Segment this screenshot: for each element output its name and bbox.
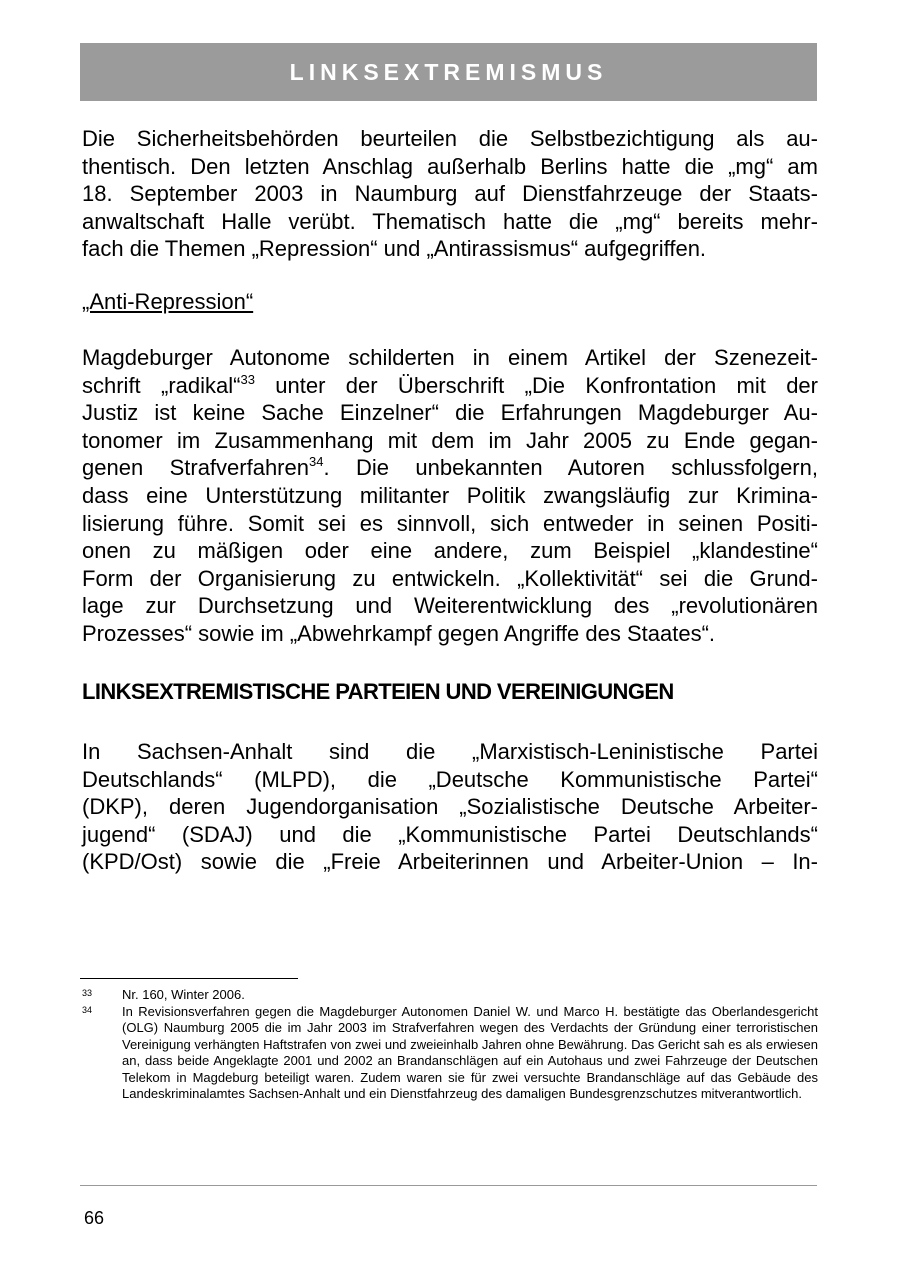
subheading: „Anti-Repression“	[82, 289, 254, 314]
text-line: lisierung führe. Somit sei es sinnvoll, sich entweder in seinen Positi-	[82, 510, 818, 536]
footnote-reference[interactable]: 33	[240, 371, 255, 387]
paragraph-1	[82, 125, 818, 263]
text-line: (DKP), deren Jugendorganisation „Sozialistische Deutsche Arbeiter-	[82, 794, 818, 820]
text-line: genen Strafverfahren$^{34}$. Die unbekannten Autoren schlussfolgern,	[82, 454, 818, 481]
footnote-number: 33	[82, 988, 93, 998]
text-line: dass eine Unterstützung militanter Politik zwangsläufig zur Krimina-	[82, 482, 818, 508]
text-line: Justiz ist keine Sache Einzelner“ die Erfahrungen Magdeburger Au-	[82, 400, 818, 426]
footnotes	[82, 987, 818, 1103]
footnote-reference[interactable]: 34	[308, 454, 324, 470]
text-line: jugend“ (SDAJ) und die „Kommunistische Partei Deutschlands“	[82, 821, 818, 847]
page-number: 66	[84, 1208, 105, 1228]
text-line: Form der Organisierung zu entwickeln. „Kollektivität“ sei die Grund-	[82, 565, 818, 591]
footnote-text: Nr. 160, Winter 2006.	[122, 987, 245, 1002]
text-line: lage zur Durchsetzung und Weiterentwicklung des „revolutionären	[82, 593, 818, 619]
text-line: fach die Themen „Repression“ und „Antirassismus“ aufgegriffen.	[82, 236, 707, 262]
text-line: Deutschlands“ (MLPD), die „Deutsche Kommunistische Partei“	[82, 766, 818, 792]
footnote-33	[82, 987, 818, 1004]
text-line: Magdeburger Autonome schilderten in einem Artikel der Szenezeit-	[82, 345, 818, 370]
text-line: In Sachsen-Anhalt sind die „Marxistisch-Leninistische Partei	[82, 739, 818, 764]
text-line: Die Sicherheitsbehörden beurteilen die Selbstbezichtigung als au-	[82, 126, 818, 151]
text-line: Prozesses“ sowie im „Abwehrkampf gegen Angriffe des Staates“.	[82, 620, 716, 646]
text-line: tonomer im Zusammenhang mit dem im Jahr 2005 zu Ende gegan-	[82, 427, 818, 453]
footnote-34	[82, 1004, 818, 1103]
section-heading: LINKSEXTREMISTISCHE PARTEIEN UND VEREINIGUNGEN	[82, 679, 674, 704]
text-line: 18. September 2003 in Naumburg auf Dienstfahrzeuge der Staats-	[82, 181, 818, 207]
footnote-divider	[80, 978, 298, 979]
text-line: thentisch. Den letzten Anschlag außerhalb Berlins hatte die „mg“ am	[82, 153, 818, 179]
text-line: schrift „radikal“$^{33}$ unter der Überschrift „Die Konfrontation mit der	[82, 371, 818, 398]
footer-divider	[80, 1185, 817, 1186]
text-line: anwaltschaft Halle verübt. Thematisch hatte die „mg“ bereits mehr-	[82, 208, 818, 234]
paragraph-2	[82, 344, 818, 648]
text-line: onen zu mäßigen oder eine andere, zum Beispiel „klandestine“	[82, 538, 818, 564]
footnote-text: In Revisionsverfahren gegen die Magdeburger Autonomen Daniel W. und Marco H. bestätigte das Oberlandesgericht (OLG) Naumburg 2005 die im Jahr 2003 im Strafverfahren wegen des Verdachts der Gründung einer terroristischen Vereinigung verhängten Haftstrafen von zwei und zweieinhalb Jahren ohne Bewährung. Das Gericht sah es als erwiesen an, dass beide Angeklagte 2001 und 2002 an Brandanschlägen auf ein Autohaus und zwei Fahrzeuge der Deutschen Telekom in Magdeburg beteiligt waren. Zudem waren sie für zwei versuchte Brandanschläge auf das Gebäude des Landeskriminalamtes Sachsen-Anhalt und ein Dienstfahrzeug des damaligen Bundesgrenzschutzes mitverantwortlich.	[122, 1003, 818, 1101]
section-title: LINKSEXTREMISMUS	[289, 58, 608, 85]
footnote-number: 34	[82, 1004, 93, 1015]
paragraph-3	[82, 738, 818, 876]
section-header-bar	[80, 43, 817, 101]
text-line: (KPD/Ost) sowie die „Freie Arbeiterinnen und Arbeiter-Union – In-	[82, 849, 818, 875]
